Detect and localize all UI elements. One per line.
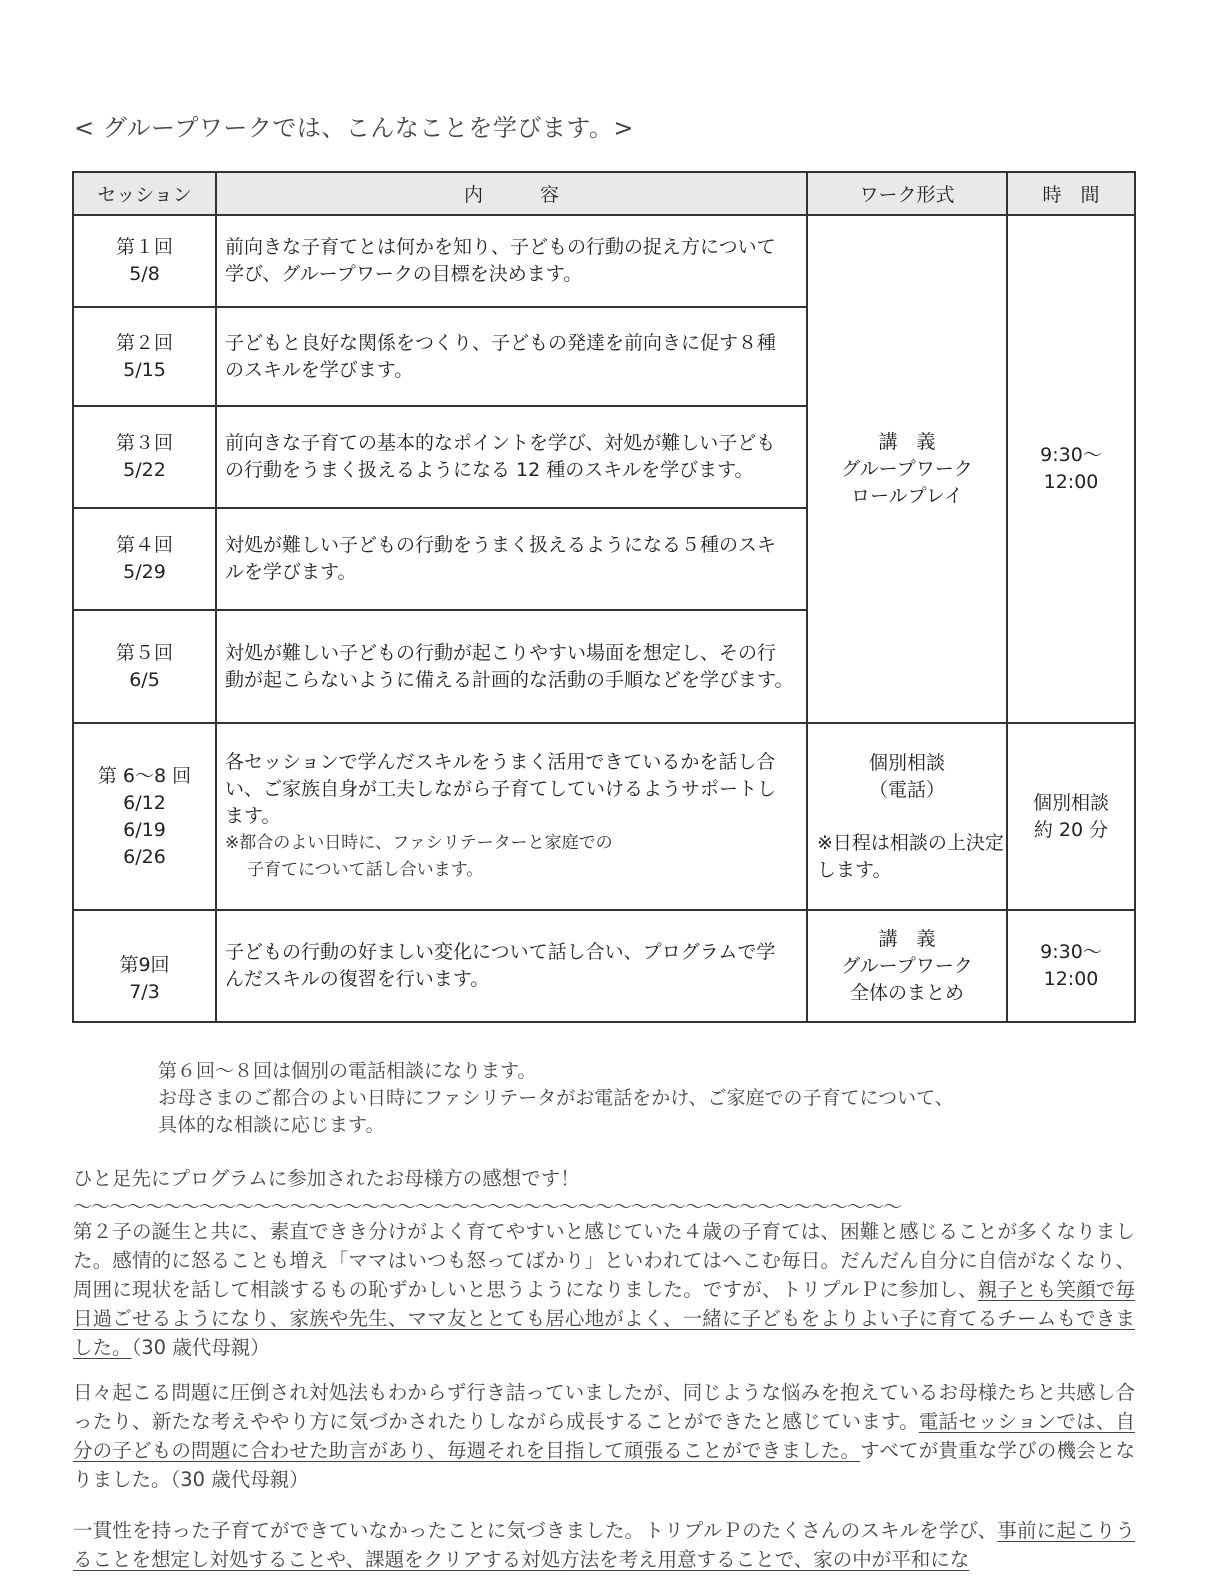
remark-line: 第６回～８回は個別の電話相談になります。 <box>158 1060 537 1082</box>
work-format-line: グループワーク <box>841 457 973 480</box>
session-cell <box>73 610 216 723</box>
work-format-line: ロールプレイ <box>851 484 963 507</box>
content-text: 各セッションで学んだスキルをうまく活用できているかを話し合い、ご家族自身が工夫しながら子育てしていけるようサポートします。 <box>225 751 777 827</box>
session-date: 5/22 <box>123 459 166 481</box>
testimonial-text: 一貫性を持った子育てができていなかったことに気づきました。トリプルＰのたくさんのスキルを学び、 <box>73 1519 998 1542</box>
wave-divider: ～～～～～～～～～～～～～～～～～～～～～～～～～～～～～～～～～～～～～～～～～～～～～～ <box>73 1196 902 1218</box>
session-date: 6/5 <box>129 668 160 691</box>
testimonial-1 <box>73 1217 1135 1362</box>
work-format-note: ※日程は相談の上決定します。 <box>817 831 1004 881</box>
session-cell <box>73 723 216 910</box>
testimonial-highlight: 電話セッションでは、自分の子どもの問題に合わせた助言があり、毎週それを目指して頑張ることができました。 <box>73 1410 1135 1462</box>
testimonial-2 <box>73 1378 1135 1494</box>
session-cell <box>73 406 216 508</box>
testimonial-attribution: すべてが貴重な学びの機会となりました。（30 歳代母親） <box>73 1439 1135 1491</box>
remarks-block <box>158 1058 954 1139</box>
remark-line: お母さまのご都合のよい日時にファシリテータがお電話をかけ、ご家庭での子育てについて、 <box>158 1087 954 1109</box>
content-cell: 対処が難しい子どもの行動が起こりやすい場面を想定し、その行動が起こらないように備える計画的な活動の手順などを学びます。 <box>216 610 807 723</box>
time-line: 9:30～ <box>1040 941 1102 963</box>
session-date: 7/3 <box>129 981 160 1003</box>
testimonial-text: 第２子の誕生と共に、素直できき分けがよく育てやすいと感じていた４歳の子育ては、困難と感じることが多くなりました。感情的に怒ることも増え「ママはいつも怒ってばかり」といわれてはへこむ毎日。だんだん自分に自信がなくなり、周囲に現状を話して相談するもの恥ずかしいと思うようになりました。ですが、トリプルＰに参加し、 <box>73 1220 1135 1301</box>
work-format-cell <box>807 215 1007 723</box>
session-number: 第１回 <box>115 236 173 258</box>
session-number: 第３回 <box>115 432 173 454</box>
session-number: 第４回 <box>115 534 173 556</box>
content-note: 子育てについて話し合います。 <box>247 860 484 880</box>
work-format-line: グループワーク <box>841 954 973 977</box>
table-header-row <box>73 172 1135 215</box>
schedule-table <box>72 171 1136 1023</box>
content-cell: 前向きな子育てとは何かを知り、子どもの行動の捉え方について学び、グループワークの目標を決めます。 <box>216 215 807 307</box>
time-cell <box>1007 910 1135 1022</box>
section-heading: < グループワークでは、こんなことを学びます。> <box>74 114 635 142</box>
session-number: 第 6～8 回 <box>97 764 192 787</box>
testimonial-highlight: 親子とも笑顔で毎日過ごせるようになり、家族や先生、ママ友ととても居心地がよく、一緒に子どもをよりよい子に育てるチームもできました。 <box>73 1278 1135 1359</box>
time-line: 個別相談 <box>1032 791 1109 814</box>
time-cell <box>1007 723 1135 910</box>
content-cell: 子どもの行動の好ましい変化について話し合い、プログラムで学んだスキルの復習を行います。 <box>216 910 807 1022</box>
table-row <box>73 910 1135 1022</box>
work-format-cell <box>807 910 1007 1022</box>
session-cell <box>73 307 216 406</box>
session-number: 第２回 <box>115 331 173 354</box>
testimonials-intro: ひと足先にプログラムに参加されたお母様方の感想です！ <box>73 1167 580 1190</box>
header-session: セッション <box>73 172 216 215</box>
work-format-line: 個別相談 <box>868 751 945 774</box>
header-content: 内 容 <box>216 172 807 215</box>
session-date: 6/19 <box>123 818 166 841</box>
work-format-line: 全体のまとめ <box>849 981 964 1004</box>
session-number: 第9回 <box>119 954 170 976</box>
content-cell: 子どもと良好な関係をつくり、子どもの発達を前向きに促す８種のスキルを学びます。 <box>216 307 807 406</box>
time-line: 12:00 <box>1043 968 1099 990</box>
testimonial-attribution: （30 歳代母親） <box>131 1336 270 1359</box>
session-date: 5/8 <box>129 263 160 285</box>
session-date: 6/12 <box>123 791 166 814</box>
session-date: 6/26 <box>123 845 166 868</box>
header-work-format: ワーク形式 <box>807 172 1007 215</box>
session-cell <box>73 910 216 1022</box>
content-cell <box>216 723 807 910</box>
testimonial-3 <box>73 1516 1135 1574</box>
work-format-line: 講 義 <box>878 927 936 950</box>
content-cell: 対処が難しい子どもの行動をうまく扱えるようになる５種のスキルを学びます。 <box>216 508 807 610</box>
session-number: 第５回 <box>115 641 173 664</box>
time-line: 9:30～ <box>1040 444 1102 466</box>
session-date: 5/29 <box>123 561 166 583</box>
session-cell <box>73 508 216 610</box>
session-cell <box>73 215 216 307</box>
work-format-line: 講 義 <box>878 430 936 453</box>
table-row <box>73 723 1135 910</box>
content-note: ※都合のよい日時に、ファシリテーターと家庭での <box>225 833 613 853</box>
work-format-cell <box>807 723 1007 910</box>
session-date: 5/15 <box>123 358 166 381</box>
content-cell: 前向きな子育ての基本的なポイントを学び、対処が難しい子どもの行動をうまく扱えるようになる 12 種のスキルを学びます。 <box>216 406 807 508</box>
time-cell <box>1007 215 1135 723</box>
time-line: 約 20 分 <box>1033 818 1109 841</box>
table-row <box>73 215 1135 307</box>
header-time: 時 間 <box>1007 172 1135 215</box>
testimonial-highlight: 事前に起こりうることを想定し対処することや、課題をクリアする対処方法を考え用意することで、家の中が平和にな <box>73 1519 1135 1571</box>
time-line: 12:00 <box>1043 471 1099 493</box>
work-format-line: （電話） <box>868 778 945 801</box>
testimonial-text: 日々起こる問題に圧倒され対処法もわからず行き詰っていましたが、同じような悩みを抱えているお母様たちと共感し合ったり、新たな考えややり方に気づかされたりしながら成長することができたと感じています。 <box>73 1381 1135 1433</box>
remark-line: 具体的な相談に応じます。 <box>158 1114 385 1136</box>
